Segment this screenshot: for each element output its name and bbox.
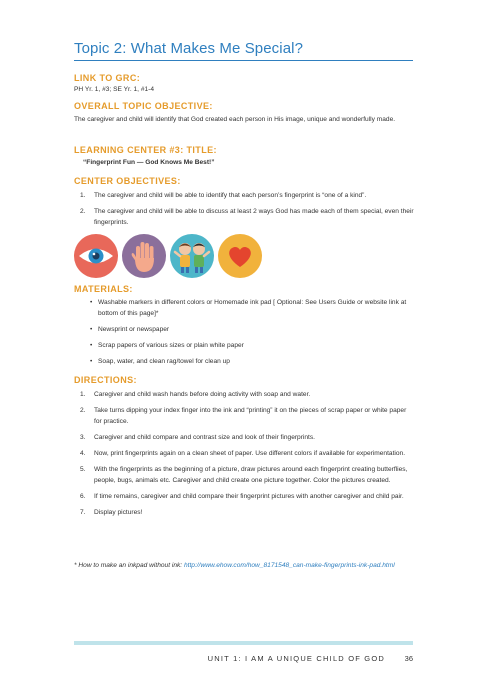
link-text: PH Yr. 1, #3; SE Yr. 1, #1-4 bbox=[74, 86, 155, 93]
title-divider bbox=[74, 60, 413, 61]
footnote-link[interactable]: http://www.ehow.com/how_8171548_can-make-fingerprints-ink-pad.html bbox=[183, 562, 395, 569]
learning-center-heading: LEARNING CENTER #3: TITLE: bbox=[74, 145, 217, 155]
footer-unit-title: UNIT 1: I AM A UNIQUE CHILD OF GOD bbox=[207, 654, 385, 663]
center-objectives-list bbox=[80, 190, 420, 228]
learning-center-title: “Fingerprint Fun — God Knows Me Best!” bbox=[83, 159, 215, 166]
list-item: • Scrap papers of various sizes or plain white paper bbox=[90, 342, 244, 349]
footnote-text: * How to make an inkpad without ink: bbox=[74, 562, 184, 569]
list-item: 3. Caregiver and child compare and contrast size and look of their fingerprints. bbox=[80, 434, 316, 441]
hand-icon bbox=[122, 234, 166, 278]
page-number: 36 bbox=[404, 654, 413, 663]
list-item: • Soap, water, and clean rag/towel for clean up bbox=[90, 358, 230, 365]
list-item: 6. If time remains, caregiver and child compare their fingerprint pictures with another caregiver and child pair. bbox=[80, 493, 404, 500]
center-objectives-heading: CENTER OBJECTIVES: bbox=[74, 176, 181, 186]
list-item: 4. Now, print fingerprints again on a clean sheet of paper. Use different colors if available for experimentation. bbox=[80, 450, 406, 457]
objective-text: The caregiver and child will identify that God created each person in His image, unique and wonderfully made. bbox=[74, 116, 396, 123]
list-item: 1. Caregiver and child wash hands before doing activity with soap and water. bbox=[80, 391, 311, 398]
link-heading: LINK TO GRC: bbox=[74, 73, 141, 83]
directions-heading: DIRECTIONS: bbox=[74, 375, 137, 385]
footnote bbox=[74, 560, 419, 572]
children-icon bbox=[170, 234, 214, 278]
directions-list bbox=[80, 389, 415, 518]
list-item: 2. Take turns dipping your index finger into the ink and “printing” it on the pieces of scrap paper or white paper for practice. bbox=[80, 407, 407, 425]
materials-list bbox=[90, 297, 420, 367]
list-item: 7. Display pictures! bbox=[80, 509, 143, 516]
list-item: 2. The caregiver and child will be able to discuss at least 2 ways God has made each of them special, even their fingerprints. bbox=[80, 208, 414, 226]
list-item: 1. The caregiver and child will be able to identify that each person’s fingerprint is “one of a kind”. bbox=[80, 192, 367, 199]
eye-icon bbox=[74, 234, 118, 278]
list-item: 5. With the fingerprints as the beginning of a picture, draw pictures around each fingerprint creating butterflies, people, bugs, animals etc. Caregiver and child create one picture together. Color the pictures created. bbox=[80, 466, 408, 484]
heart-icon bbox=[218, 234, 262, 278]
list-item: • Newsprint or newspaper bbox=[90, 326, 170, 333]
page-title: Topic 2: What Makes Me Special? bbox=[74, 40, 304, 57]
materials-heading: MATERIALS: bbox=[74, 284, 133, 294]
list-item: • Washable markers in different colors or Homemade ink pad [ Optional: See Users Guide or website link at bottom of this page]* bbox=[90, 299, 407, 317]
footer-bar bbox=[74, 641, 413, 645]
objective-heading: OVERALL TOPIC OBJECTIVE: bbox=[74, 101, 213, 111]
